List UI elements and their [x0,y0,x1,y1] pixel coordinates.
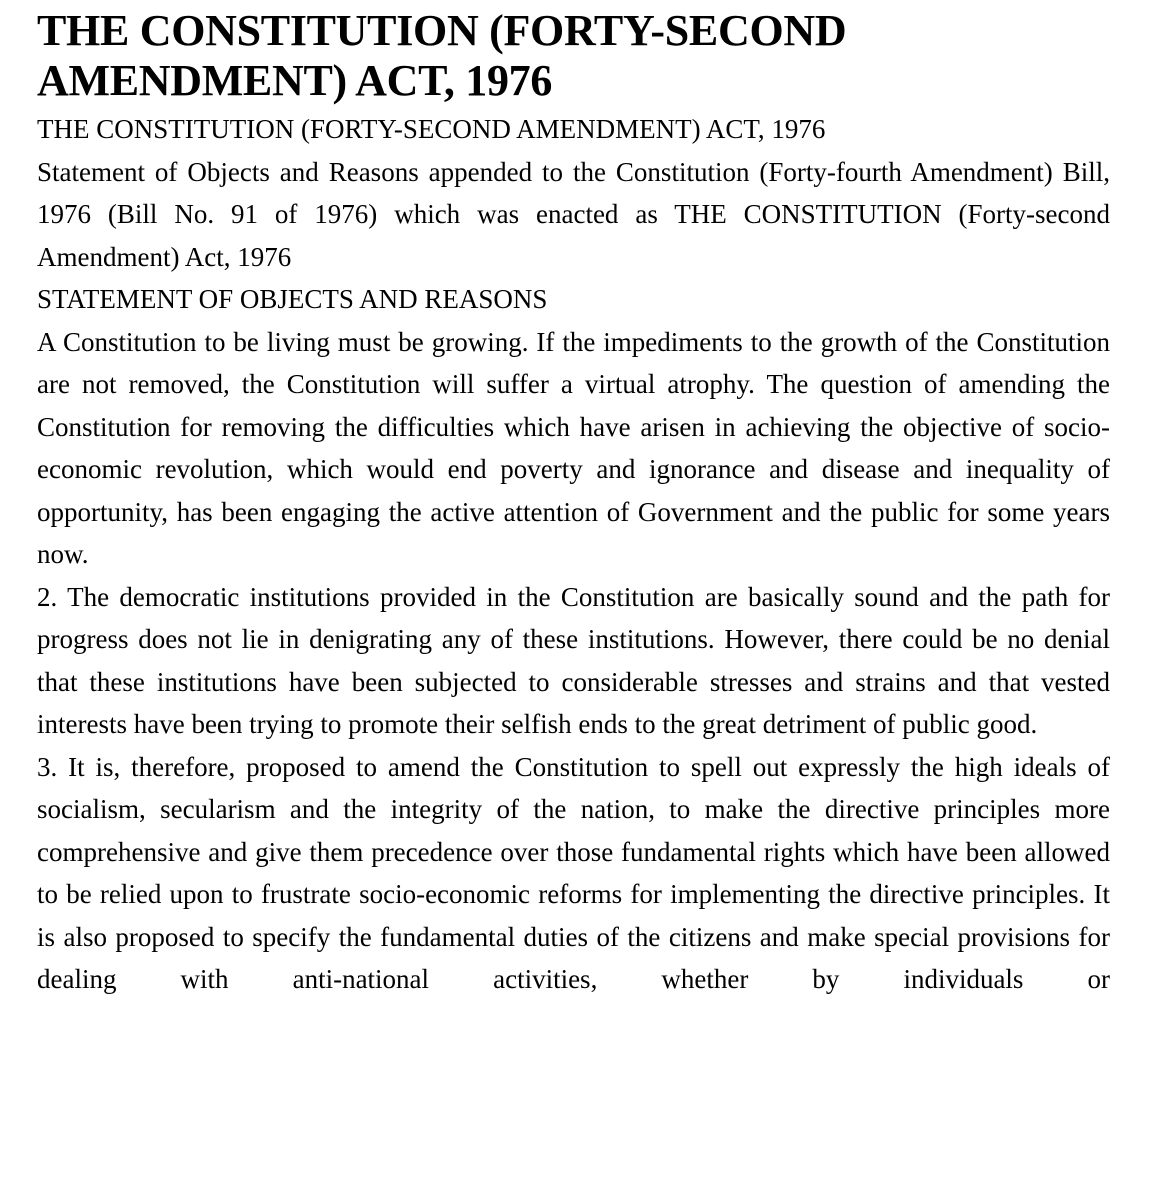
document-page [37,6,1110,1001]
paragraph-1: A Constitution to be living must be growing. If the impediments to the growth of the Constitution are not removed, the Constitution will suffer a virtual atrophy. The question of amending the Constitution for removing the difficulties which have arisen in achieving the objective of socio-economic revolution, which would end poverty and ignorance and disease and inequality of opportunity, has been engaging the active attention of Government and the public for some years now. [37,326,1110,569]
document-title: THE CONSTITUTION (FORTY-SECOND AMENDMENT) ACT, 1976 [37,6,847,105]
intro-paragraph: Statement of Objects and Reasons appended to the Constitution (Forty-fourth Amendment) Bill, 1976 (Bill No. 91 of 1976) which was enacted as THE CONSTITUTION (Forty-second Amendment) Act, 1976 [37,156,1110,272]
document-subtitle: THE CONSTITUTION (FORTY-SECOND AMENDMENT) ACT, 1976 [37,114,826,144]
paragraph-3: 3. It is, therefore, proposed to amend the Constitution to spell out expressly the high ideals of socialism, secularism and the integrity of the nation, to make the directive principles more comprehensive and give them precedence over those fundamental rights which have been allowed to be relied upon to frustrate socio-economic reforms for implementing the directive principles. It is also proposed to specify the fundamental duties of the citizens and make special provisions for dealing with anti-national activities, whether by individuals or [37,751,1110,994]
section-heading: STATEMENT OF OBJECTS AND REASONS [37,284,548,314]
paragraph-2: 2. The democratic institutions provided in the Constitution are basically sound and the path for progress does not lie in denigrating any of these institutions. However, there could be no denial that these institutions have been subjected to considerable stresses and strains and that vested interests have been trying to promote their selfish ends to the great detriment of public good. [37,581,1110,739]
